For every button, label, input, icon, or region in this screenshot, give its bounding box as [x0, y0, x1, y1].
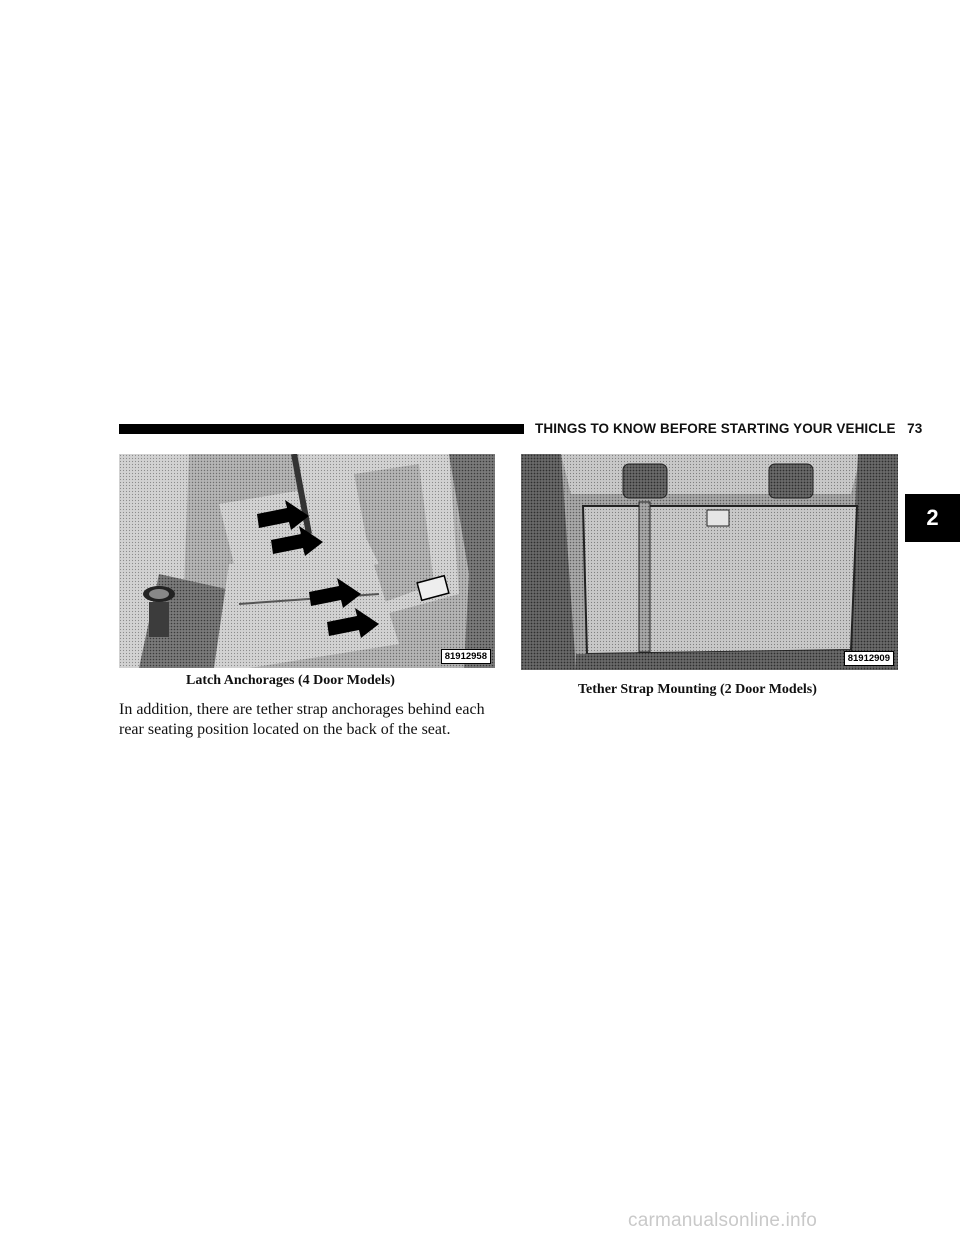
header-title: THINGS TO KNOW BEFORE STARTING YOUR VEHICLE [535, 421, 896, 436]
cargo-area-seatback-illustration [521, 454, 898, 670]
body-line: rear seating position located on the back of the seat. [119, 721, 451, 738]
figure-caption-tether: Tether Strap Mounting (2 Door Models) [578, 682, 817, 697]
figure-id-label: 81912909 [844, 651, 894, 666]
figure-id-label: 81912958 [441, 649, 491, 664]
latch-anchorages-figure [119, 454, 495, 668]
body-line: In addition, there are tether strap anchorages behind each [119, 701, 485, 718]
chapter-tab: 2 [905, 494, 960, 542]
running-header [535, 421, 922, 436]
page-number: 73 [907, 421, 923, 436]
tether-strap-figure [521, 454, 898, 670]
header-rule [119, 424, 524, 434]
watermark: carmanualsonline.info [628, 1210, 818, 1231]
body-paragraph [119, 700, 509, 740]
figure-caption-latch: Latch Anchorages (4 Door Models) [186, 673, 395, 688]
rear-seat-latch-illustration [119, 454, 495, 668]
